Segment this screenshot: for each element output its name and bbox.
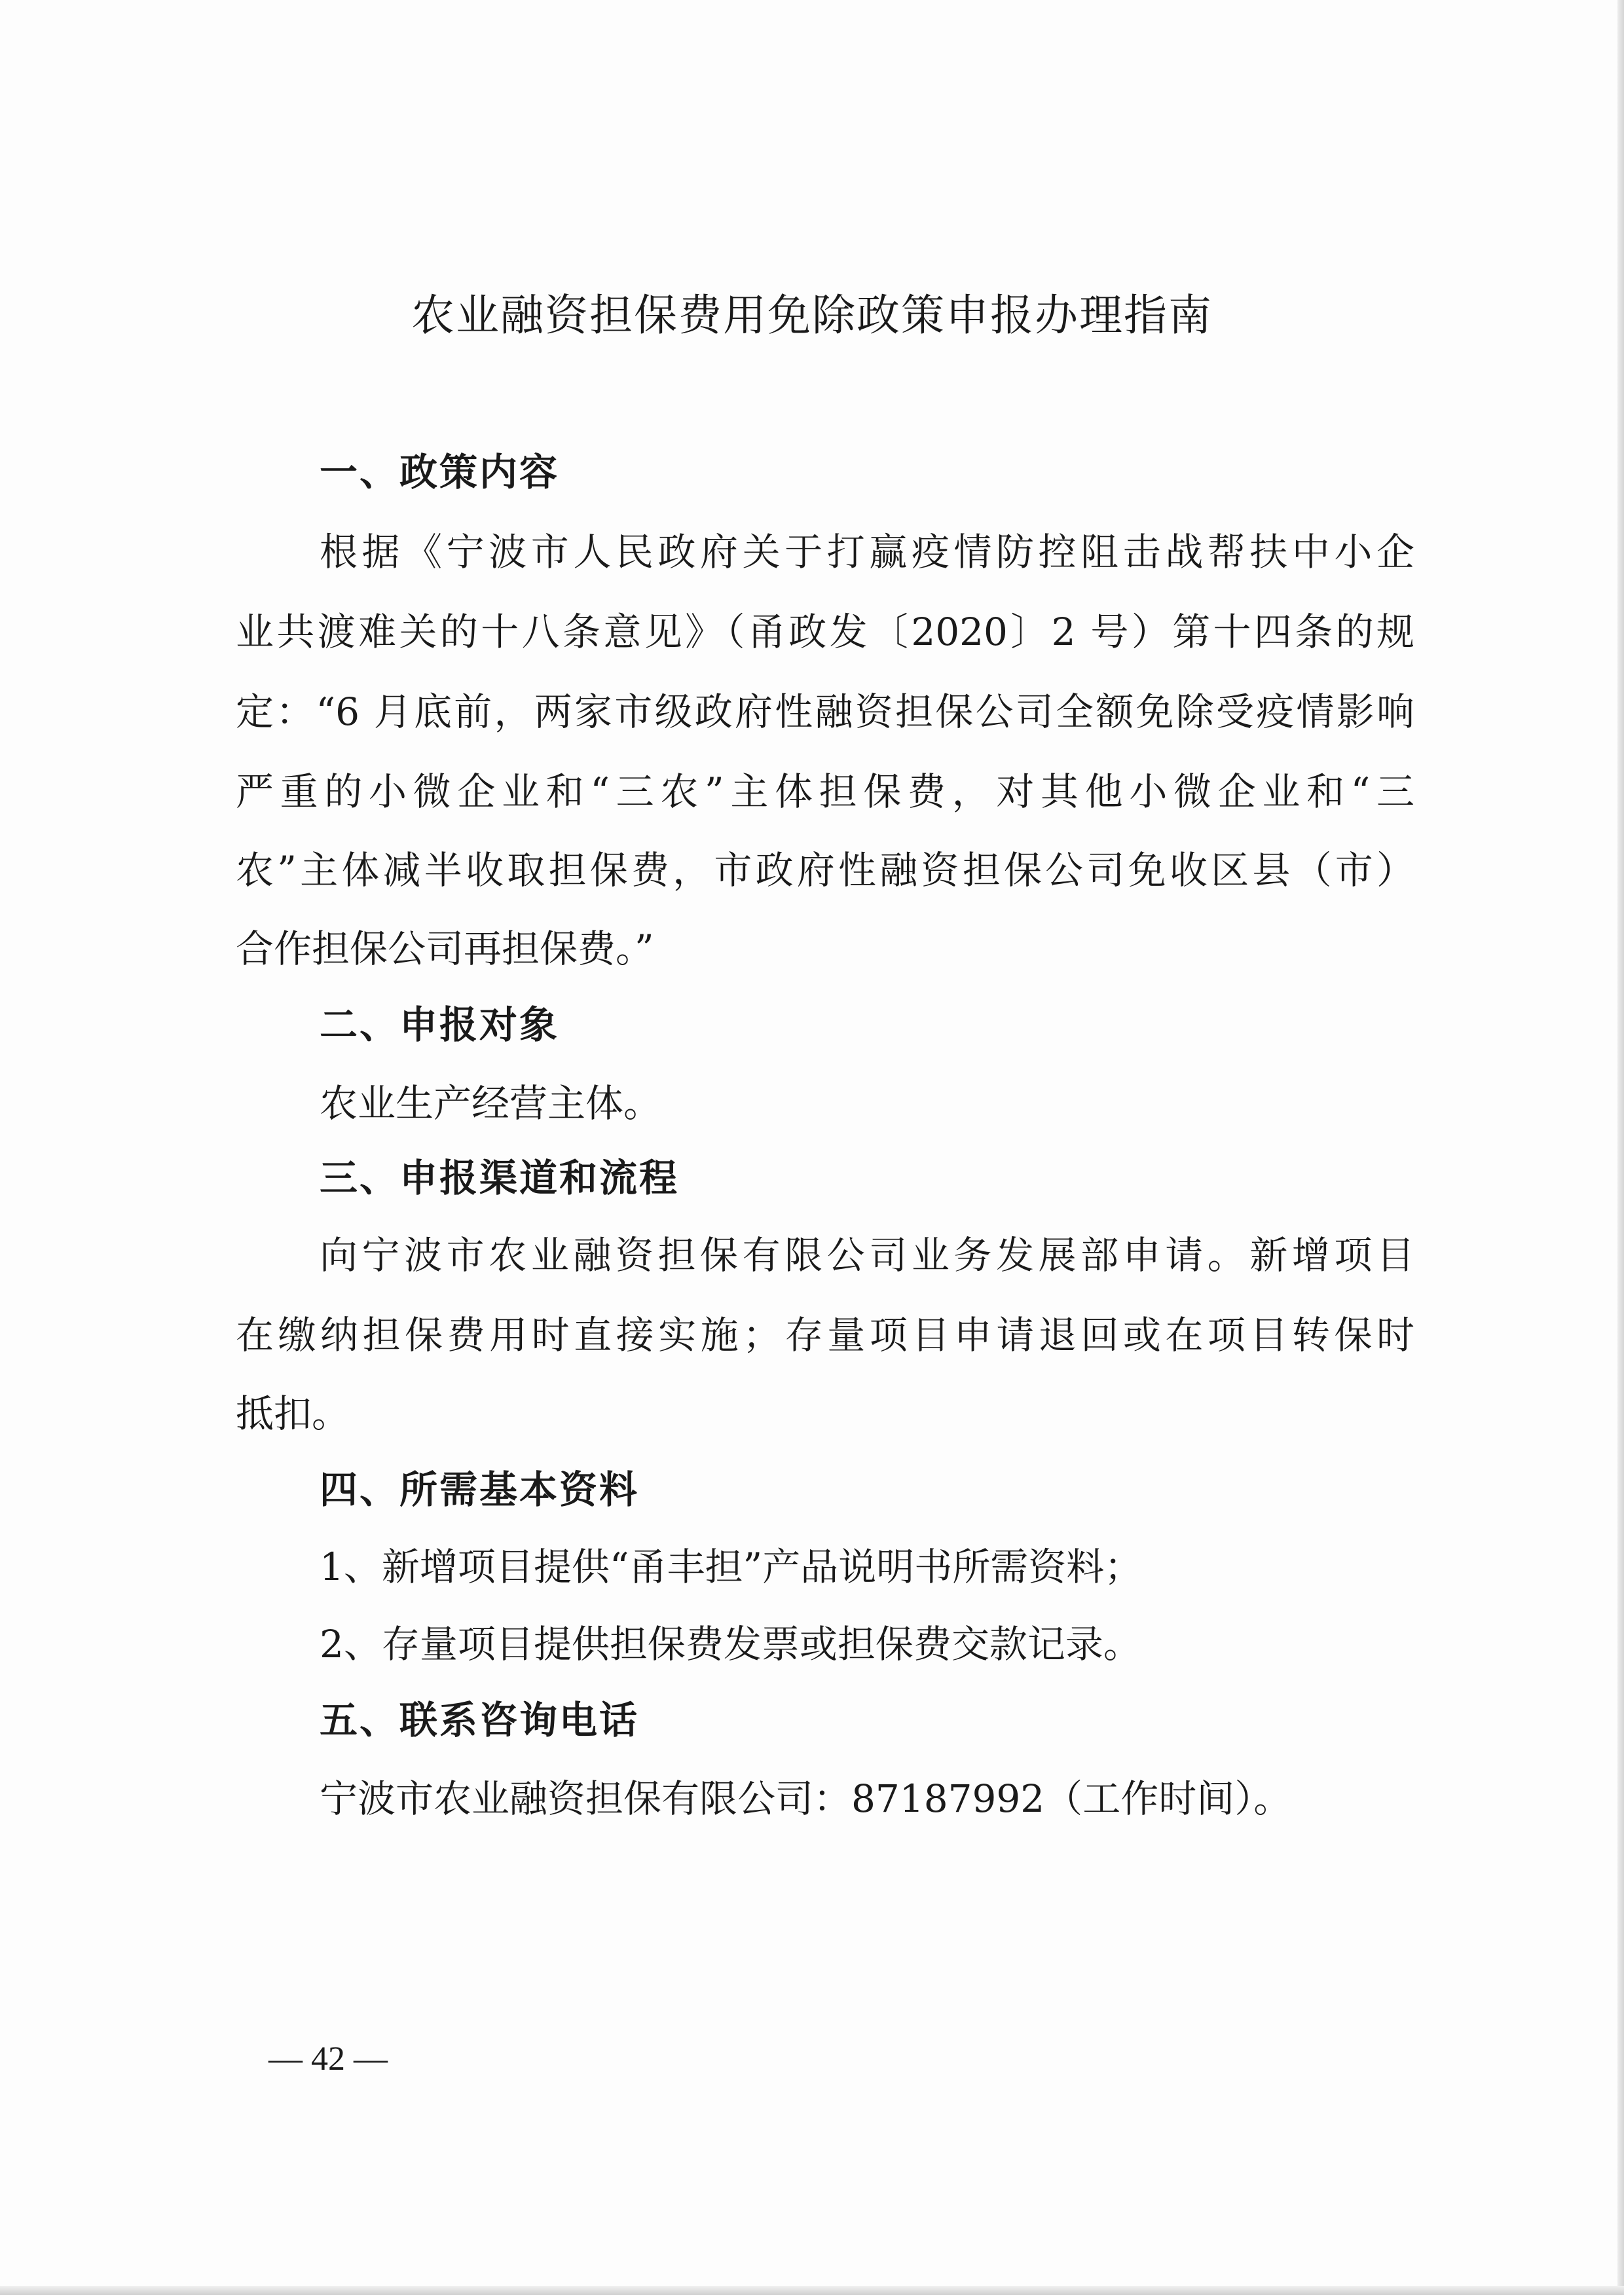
section-heading-applicants: 二、申报对象 <box>320 1002 560 1047</box>
paragraph-line: 农”主体减半收取担保费，市政府性融资担保公司免收区县（市） <box>236 848 1414 892</box>
section-heading-channels-process: 三、申报渠道和流程 <box>320 1156 680 1200</box>
paragraph-line: 在缴纳担保费用时直接实施；存量项目申请退回或在项目转保时 <box>236 1313 1414 1357</box>
paragraph-line: 向宁波市农业融资担保有限公司业务发展部申请。新增项目 <box>320 1233 1414 1277</box>
paragraph-line: 农业生产经营主体。 <box>320 1081 662 1126</box>
paragraph-line: 定：“6 月底前，两家市级政府性融资担保公司全额免除受疫情影响 <box>236 689 1414 734</box>
section-heading-policy-content: 一、政策内容 <box>320 450 560 494</box>
paragraph-line: 根据《宁波市人民政府关于打赢疫情防控阻击战帮扶中小企 <box>320 530 1414 574</box>
paragraph-line: 业共渡难关的十八条意见》（甬政发〔2020〕2 号）第十四条的规 <box>236 610 1414 654</box>
section-heading-contact-phone: 五、联系咨询电话 <box>320 1698 640 1742</box>
list-item: 2、存量项目提供担保费发票或担保费交款记录。 <box>320 1622 1141 1666</box>
contact-line: 宁波市农业融资担保有限公司：87187992（工作时间）。 <box>320 1776 1292 1821</box>
document-title: 农业融资担保费用免除政策申报办理指南 <box>411 290 1213 340</box>
page-number: — 42 — <box>268 2040 388 2078</box>
list-item: 1、新增项目提供“甬丰担”产品说明书所需资料； <box>320 1545 1143 1589</box>
scan-right-edge <box>1617 0 1624 2295</box>
scan-bottom-edge <box>0 2286 1624 2295</box>
paragraph-line: 严重的小微企业和“三农”主体担保费，对其他小微企业和“三 <box>236 769 1414 814</box>
paragraph-line: 抵扣。 <box>236 1391 350 1436</box>
paragraph-line: 合作担保公司再担保费。” <box>236 927 654 971</box>
section-heading-required-materials: 四、所需基本资料 <box>320 1467 640 1512</box>
